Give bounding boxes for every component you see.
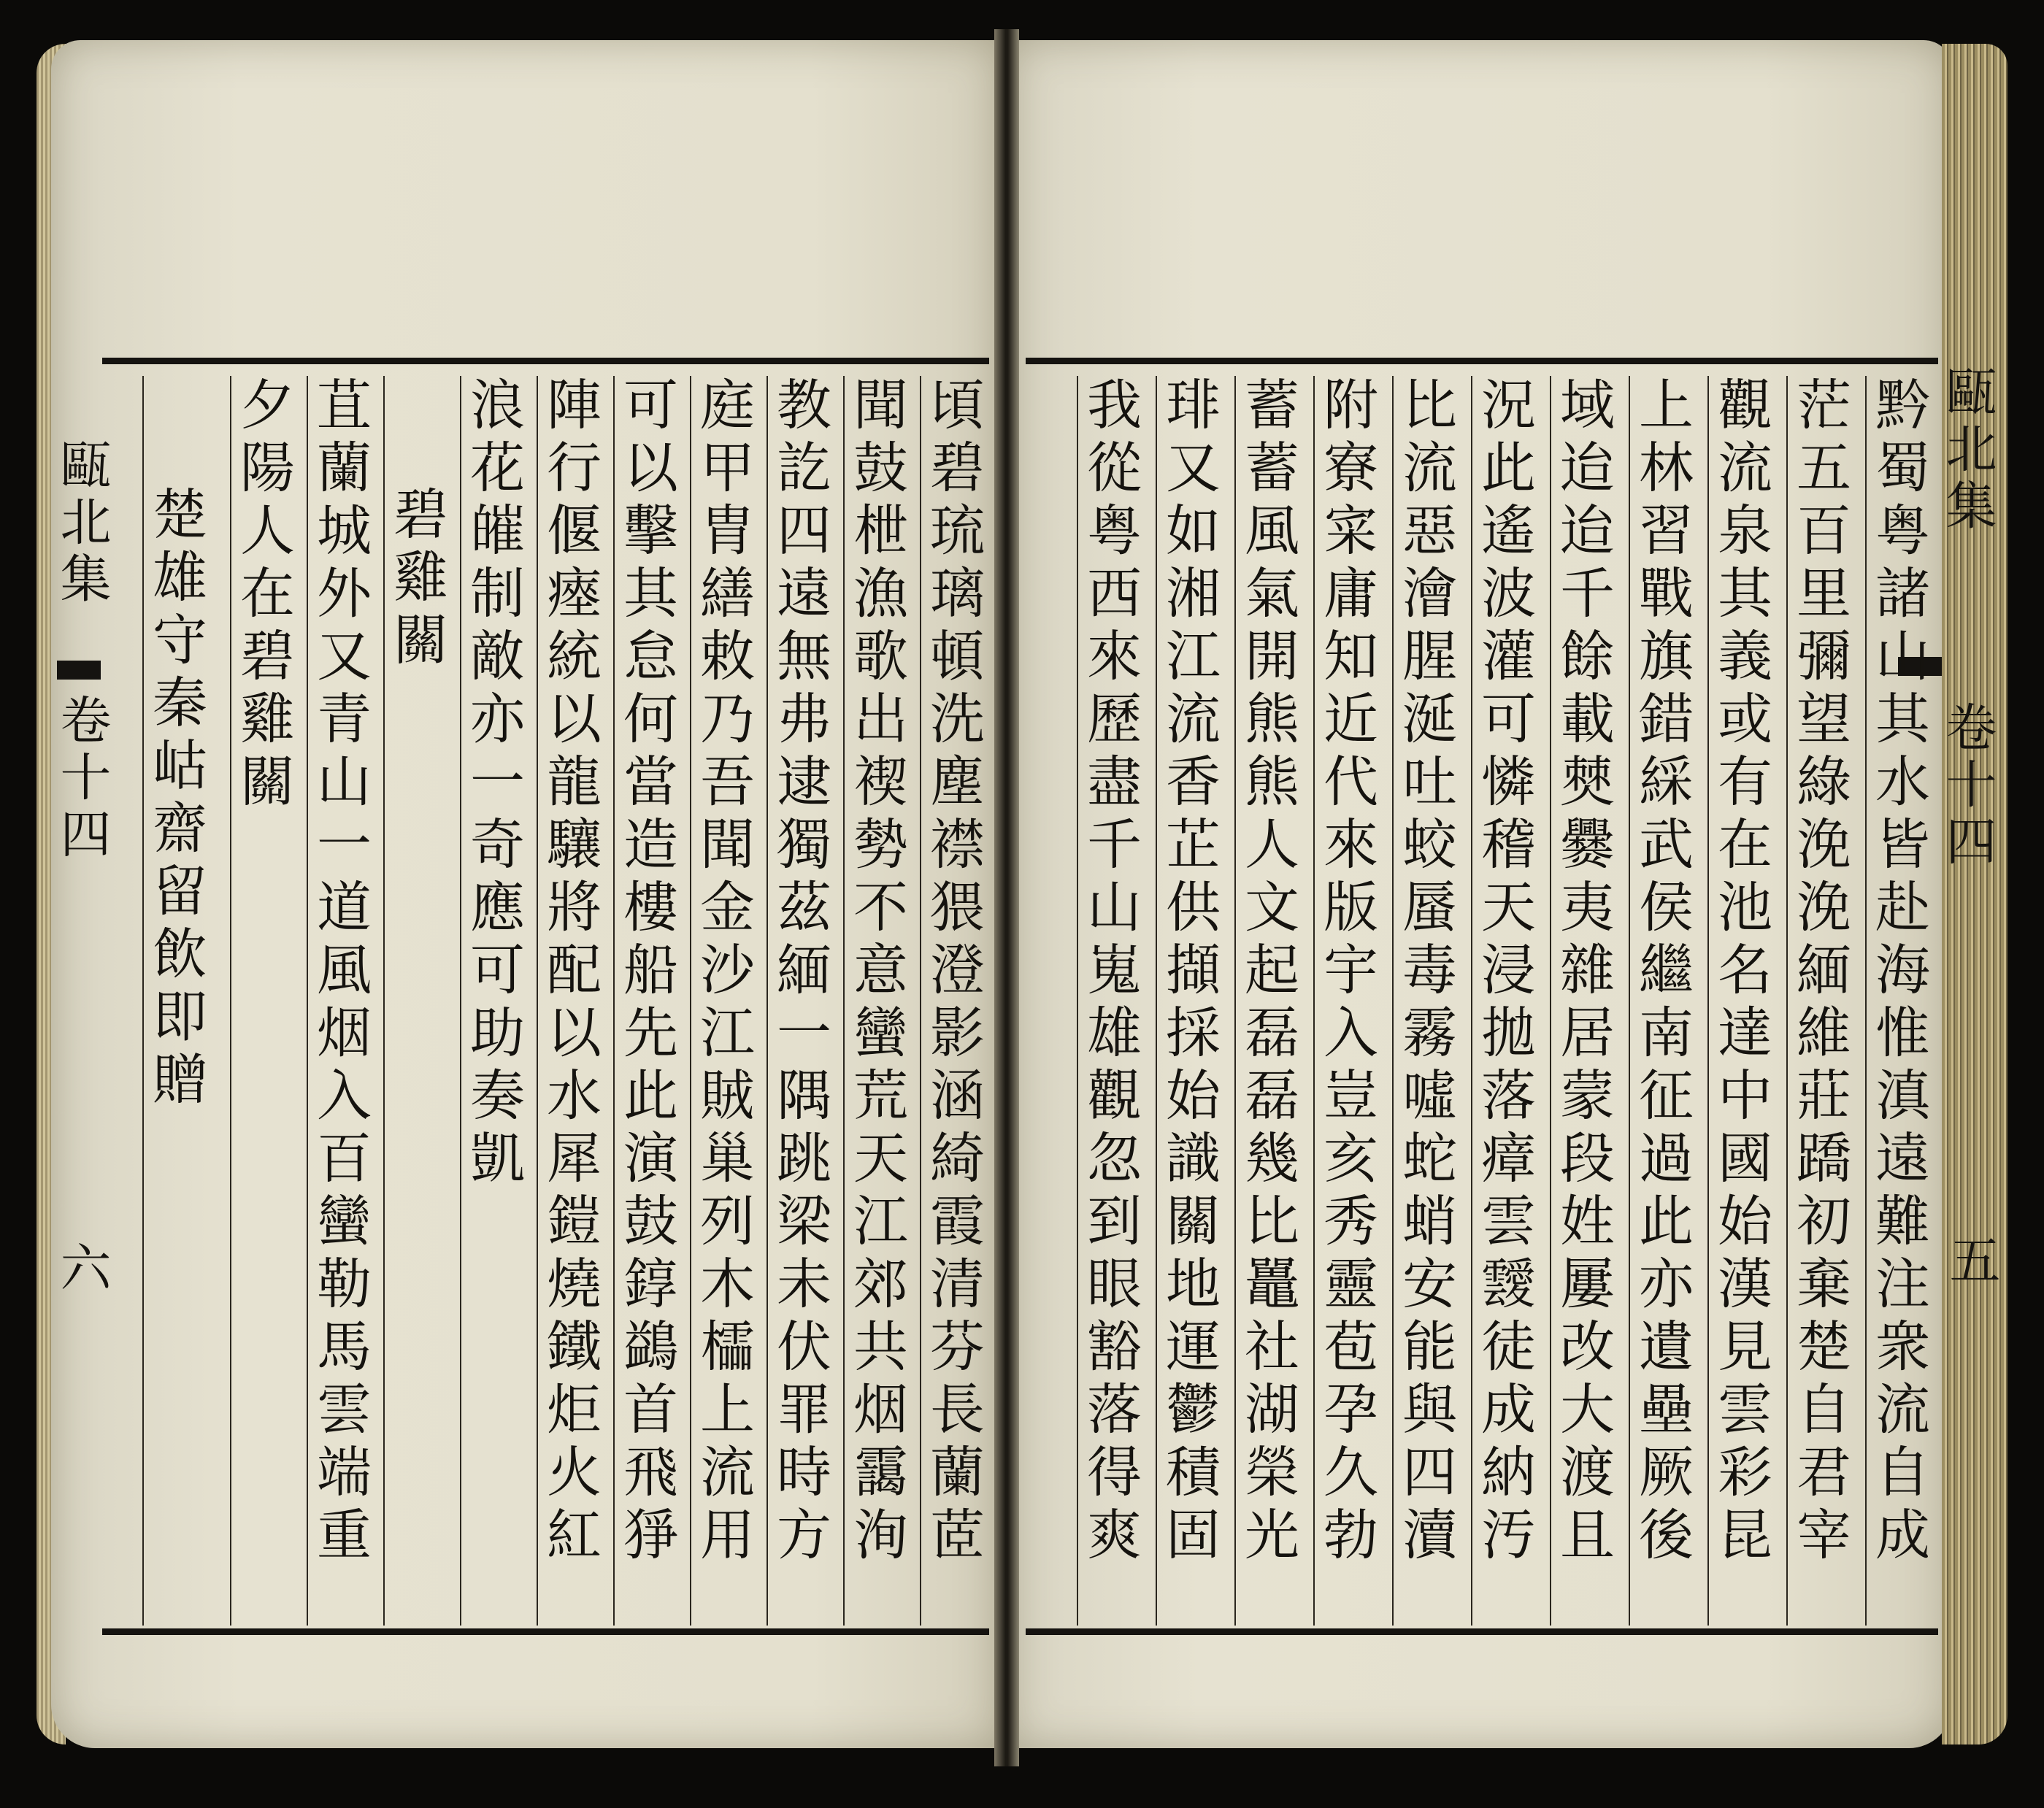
right-column-11: 我從粤西來歷盡千山嵬雄觀忽到眼豁落得爽 bbox=[1077, 376, 1142, 1626]
left-column-7: 浪花皠制敵亦一奇應可助奏凱 bbox=[460, 376, 526, 1626]
right-column-4: 上林習戰旗錯綵武侯繼南征過此亦遺壘厥後 bbox=[1629, 376, 1694, 1626]
right-column-7: 比流惡澮腥涎吐蛟蜃毒霧噓蛇蛸安能與四瀆 bbox=[1392, 376, 1458, 1626]
book-gutter bbox=[994, 29, 1019, 1766]
right-column-1: 黔蜀粤諸山其水皆赴海惟滇遠難注衆流自成 bbox=[1865, 376, 1931, 1626]
left-column-6: 陣行偃瘞統以龍驤將配以水犀鎧燒鐵炬火紅 bbox=[537, 376, 602, 1626]
left-column-1: 頃碧琉璃頓洗塵襟猥澄影涵綺霞清芬長蘭茝 bbox=[920, 376, 986, 1626]
left-column-3: 教訖四遠無弗逮獨茲緬一隅跳梁未伏罪時方 bbox=[766, 376, 832, 1626]
left-margin-page: 六 bbox=[52, 1241, 112, 1298]
right-column-8: 附寮寀庸知近代來版宇入豈亥秀靈苞孕久勃 bbox=[1313, 376, 1379, 1626]
right-column-3: 觀流泉其義或有在池名達中國始漢見雲彩昆 bbox=[1707, 376, 1773, 1626]
left-margin-title: 甌北集 bbox=[52, 438, 112, 609]
right-margin-title: 甌北集 bbox=[1937, 365, 1997, 536]
right-margin-volume: 卷十四 bbox=[1937, 701, 1997, 872]
left-column-2: 聞鼓枻漁歌出褉勢不意蠻荒天江郊共烟靄洵 bbox=[843, 376, 909, 1626]
right-column-9: 蓄蓄風氣開熊熊人文起磊磊幾比鼉社湖榮光 bbox=[1234, 376, 1300, 1626]
right-text-frame bbox=[1026, 358, 1938, 1635]
left-text-frame bbox=[102, 358, 989, 1635]
left-fold-mark bbox=[57, 661, 101, 680]
right-column-2: 茫五百里彌望綠浼浼緬維莊蹻初棄楚自君宰 bbox=[1786, 376, 1852, 1626]
left-column-4: 庭甲胄繕敕乃吾聞金沙江賊巢列木櫺上流用 bbox=[690, 376, 756, 1626]
left-column-10: 夕陽人在碧雞關 bbox=[230, 376, 296, 1626]
left-column-5: 可以擊其怠何當造樓船先此演鼓錞鷁首飛猙 bbox=[613, 376, 679, 1626]
right-page-edges bbox=[1942, 44, 2008, 1744]
left-margin-volume: 卷十四 bbox=[52, 693, 112, 864]
right-column-5: 域迨迨千餘載僰爨夷雜居蒙段姓屢改大渡且 bbox=[1550, 376, 1615, 1626]
poem-title-biji-pass: 碧雞關 bbox=[383, 376, 449, 1626]
left-column-9: 苴蘭城外又青山一道風烟入百蠻勒馬雲端重 bbox=[307, 376, 372, 1626]
poem-title-chuxiong: 楚雄守秦岵齋留飲即贈 bbox=[142, 376, 208, 1626]
right-margin-page: 五 bbox=[1941, 1234, 2001, 1290]
right-column-6: 況此遙波灌可憐稽天浸拋落瘴雲靉徒成納汚 bbox=[1471, 376, 1537, 1626]
right-column-10: 琲又如湘江流香芷供擷採始識關地運鬱積固 bbox=[1156, 376, 1221, 1626]
